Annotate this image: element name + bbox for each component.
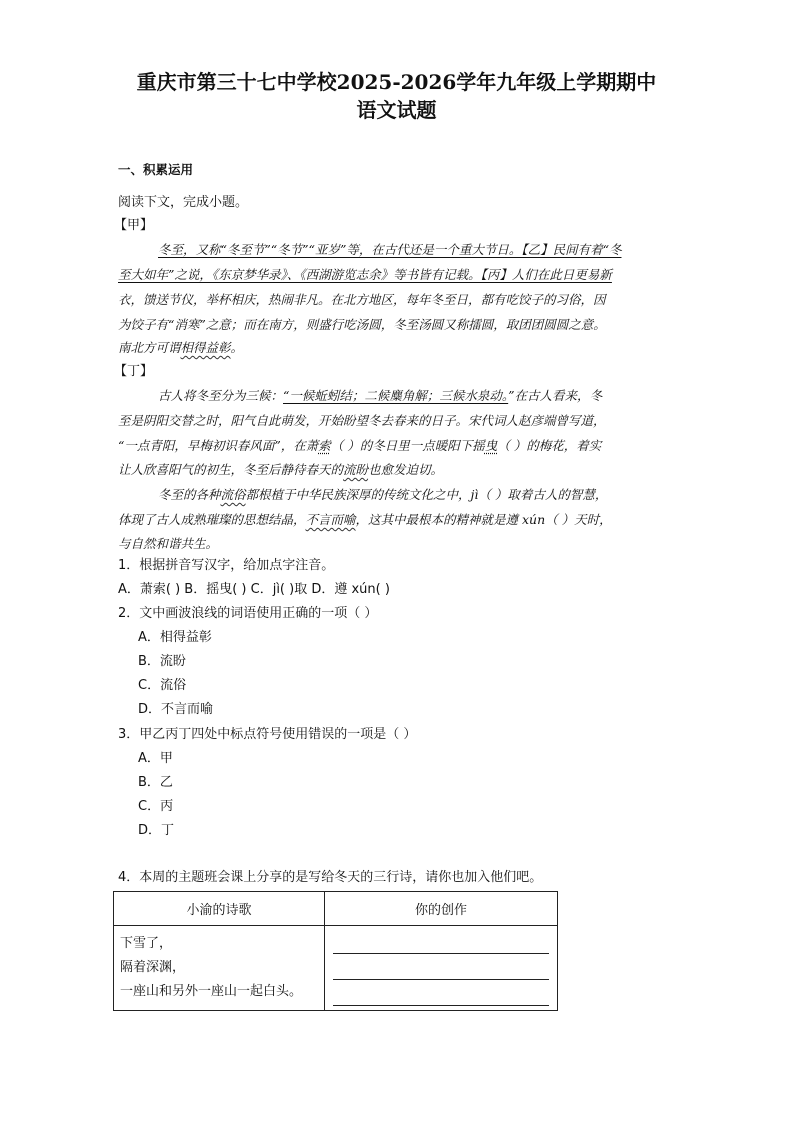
dotted-char: 索	[318, 438, 331, 453]
dotted-char: 曳	[484, 438, 498, 453]
passage-text: ，这其中最根本的精神就是遵 xún（ ）天时，	[355, 512, 612, 527]
page-title: 重庆市第三十七中学校2025-2026学年九年级上学期期中	[136, 70, 657, 94]
question-4-stem: 4．本周的主题班会课上分享的是写给冬天的三行诗，请你也加入他们吧。	[118, 870, 543, 885]
poem-line: 下雪了，	[120, 936, 173, 951]
passage-text: 古人将冬至分为三候：	[158, 388, 284, 403]
passage-line	[158, 240, 621, 260]
question-2-stem: 2．文中画波浪线的词语使用正确的一项（ ）	[118, 606, 378, 621]
question-2-option-b: B．流盼	[138, 654, 186, 669]
passage-text: 冬至的各种	[158, 487, 221, 502]
wavy-term: 流俗	[220, 487, 246, 502]
passage-line	[118, 290, 606, 310]
answer-line-1[interactable]	[333, 934, 549, 954]
question-3-option-a: A．甲	[138, 751, 173, 766]
passage-text: 体现了古人成熟璀璨的思想结晶，	[118, 512, 306, 527]
wavy-term: 相得益彰	[180, 340, 231, 355]
section-heading: 一、积累运用	[118, 162, 194, 177]
sample-poem-cell	[114, 926, 325, 1011]
passage-text: 都根植于中华民族深厚的传统文化之中，jì（ ）取着古人的智慧，	[245, 487, 608, 502]
passage-line	[118, 510, 612, 530]
instruction-text: 阅读下文，完成小题。	[118, 195, 249, 210]
page-subtitle: 语文试题	[356, 98, 437, 122]
wavy-term: 流盼	[343, 462, 369, 477]
passage-line	[118, 338, 243, 358]
passage-text: 至大如年”之说，《东京梦华录》、《西湖游览志余》等书皆有记载。【丙】人们在此日更易新	[118, 267, 612, 282]
passage-text: 南北方可谓	[118, 340, 181, 355]
poem-line: 一座山和另外一座山一起白头。	[120, 984, 303, 999]
passage-line	[118, 460, 443, 480]
poem-line: 隔着深渊，	[120, 960, 186, 975]
passage-text: （ ）的冬日里一点暖阳下摇	[330, 438, 485, 453]
passage-line	[118, 411, 606, 431]
passage-line	[118, 315, 606, 335]
passage-text: 为饺子有“消寒”之意；而在南方，则盛行吃汤圆，冬至汤圆又称擂圆，取团团圆圆之意。	[118, 317, 606, 332]
question-3-option-d: D．丁	[138, 823, 175, 838]
passage-text: 冬至，又称“冬至节”“冬节”“亚岁”等，在古代还是一个重大节日。【乙】民间有着“冬	[158, 242, 622, 257]
question-3-stem: 3．甲乙丙丁四处中标点符号使用错误的一项是（ ）	[118, 727, 417, 742]
poem-table-header-1: 小渝的诗歌	[114, 892, 325, 926]
passage-text: 让人欣喜阳气的初生，冬至后静待春天的	[118, 462, 344, 477]
wavy-term: 不言而喻	[305, 512, 356, 527]
question-2-option-d: D．不言而喻	[138, 702, 214, 717]
answer-cell	[325, 926, 558, 1011]
passage-line	[158, 386, 602, 406]
question-3-option-c: C．丙	[138, 799, 174, 814]
passage-text: 。	[230, 340, 244, 355]
passage-tag-jia: 【甲】	[114, 218, 154, 233]
passage-line	[118, 436, 601, 456]
passage-text: 衣，馈送节仪，举杯相庆，热闹非凡。在北方地区，每年冬至日，都有吃饺子的习俗，因	[118, 292, 606, 307]
passage-tag-ding: 【丁】	[114, 364, 154, 379]
passage-text: 与自然和谐共生。	[118, 536, 219, 551]
answer-line-3[interactable]	[333, 986, 549, 1006]
question-3-option-b: B．乙	[138, 775, 173, 790]
passage-text: ”在古人看来，冬	[508, 388, 603, 403]
poem-table	[113, 891, 558, 1011]
passage-line	[158, 485, 607, 505]
passage-text: 至是阴阳交替之时，阳气自此萌发，开始盼望冬去春来的日子。宋代词人赵彦端曾写道，	[118, 413, 606, 428]
question-2-option-a: A．相得益彰	[138, 630, 212, 645]
question-1-options: A．萧索( ) B．摇曳( ) C．jì( )取 D．遵 xún( )	[118, 582, 390, 597]
passage-text: “一点青阳，早梅初识春风面”，在萧	[118, 438, 319, 453]
passage-text: （ ）的梅花，着实	[497, 438, 602, 453]
question-2-option-c: C．流俗	[138, 678, 187, 693]
poem-table-header-2: 你的创作	[325, 892, 558, 926]
question-1-stem: 1．根据拼音写汉字，给加点字注音。	[118, 558, 335, 573]
passage-text: 也愈发迫切。	[368, 462, 444, 477]
underlined-quote: “一候蚯蚓结；二候麋角解；三候水泉动。	[283, 388, 509, 403]
passage-line	[118, 265, 612, 285]
passage-line	[118, 534, 218, 554]
answer-line-2[interactable]	[333, 960, 549, 980]
